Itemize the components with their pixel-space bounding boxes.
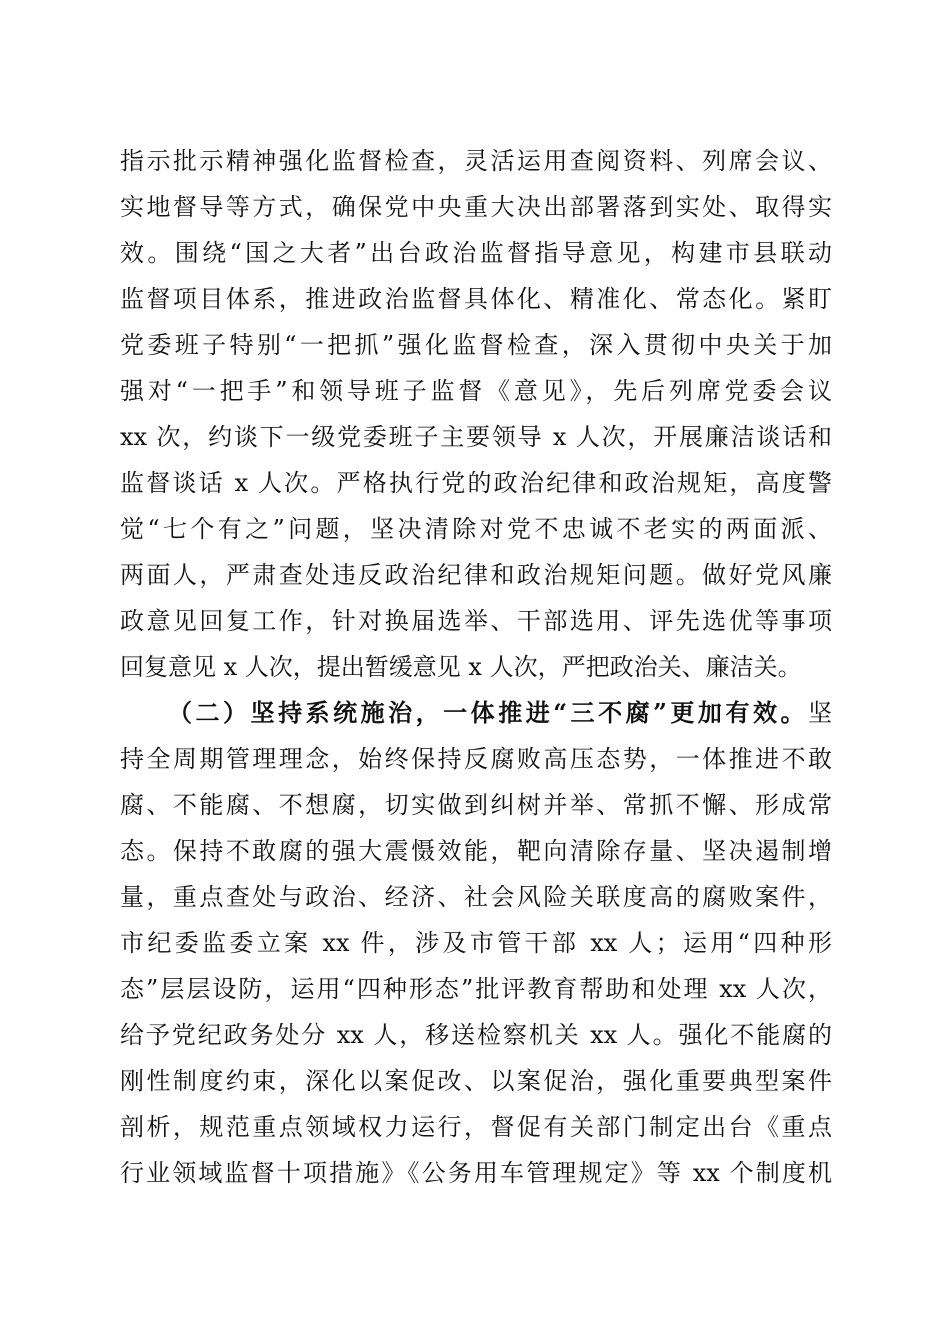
text-line: 政意见回复工作，针对换届选举、干部选用、评先选优等事项: [120, 607, 832, 635]
text-line: 态。保持不敢腐的强大震慑效能，靶向清除存量、坚决遏制增: [120, 837, 832, 865]
text-line: 给予党纪政务处分 xx 人，移送检察机关 xx 人。强化不能腐的: [120, 1021, 832, 1049]
text-line: 回复意见 x 人次，提出暂缓意见 x 人次，严把政治关、廉洁关。: [120, 653, 802, 681]
text-line: 态”层层设防，运用“四种形态”批评教育帮助和处理 xx 人次，: [120, 975, 832, 1003]
paragraph-1: [120, 138, 832, 690]
text-line: 指示批示精神强化监督检查，灵活运用查阅资料、列席会议、: [120, 147, 832, 175]
paragraph-2: [120, 690, 832, 1196]
text-line: 两面人，严肃查处违反政治纪律和政治规矩问题。做好党风廉: [120, 561, 832, 589]
text-line: 党委班子特别“一把抓”强化监督检查，深入贯彻中央关于加: [120, 331, 832, 359]
text-line: 剖析，规范重点领域权力运行，督促有关部门制定出台《重点: [120, 1113, 832, 1141]
text-line: xx 次，约谈下一级党委班子主要领导 x 人次，开展廉洁谈话和: [120, 423, 832, 451]
text-line: 监督谈话 x 人次。严格执行党的政治纪律和政治规矩，高度警: [120, 469, 832, 497]
text-line: 市纪委监委立案 xx 件，涉及市管干部 xx 人；运用“四种形: [120, 929, 832, 957]
text-line: 腐、不能腐、不想腐，切实做到纠树并举、常抓不懈、形成常: [120, 791, 832, 819]
text-fragment: 坚: [808, 699, 832, 727]
section-heading: （二）坚持系统施治，一体推进“三不腐”更加有效。: [168, 698, 808, 727]
text-line: 效。围绕“国之大者”出台政治监督指导意见，构建市县联动: [120, 239, 832, 267]
text-line: 量，重点查处与政治、经济、社会风险关联度高的腐败案件，: [120, 883, 832, 911]
section-heading-line: [120, 690, 832, 736]
text-line: 行业领域监督十项措施》《公务用车管理规定》等 xx 个制度机: [120, 1159, 832, 1187]
text-line: 刚性制度约束，深化以案促改、以案促治，强化重要典型案件: [120, 1067, 832, 1095]
text-line: 强对“一把手”和领导班子监督《意见》，先后列席党委会议: [120, 377, 832, 405]
text-line: 监督项目体系，推进政治监督具体化、精准化、常态化。紧盯: [120, 285, 832, 313]
text-line: 实地督导等方式，确保党中央重大决出部署落到实处、取得实: [120, 193, 832, 221]
document-body: [120, 138, 832, 1196]
text-line: 觉“七个有之”问题，坚决清除对党不忠诚不老实的两面派、: [120, 515, 832, 543]
text-line: 持全周期管理理念，始终保持反腐败高压态势，一体推进不敢: [120, 745, 832, 773]
